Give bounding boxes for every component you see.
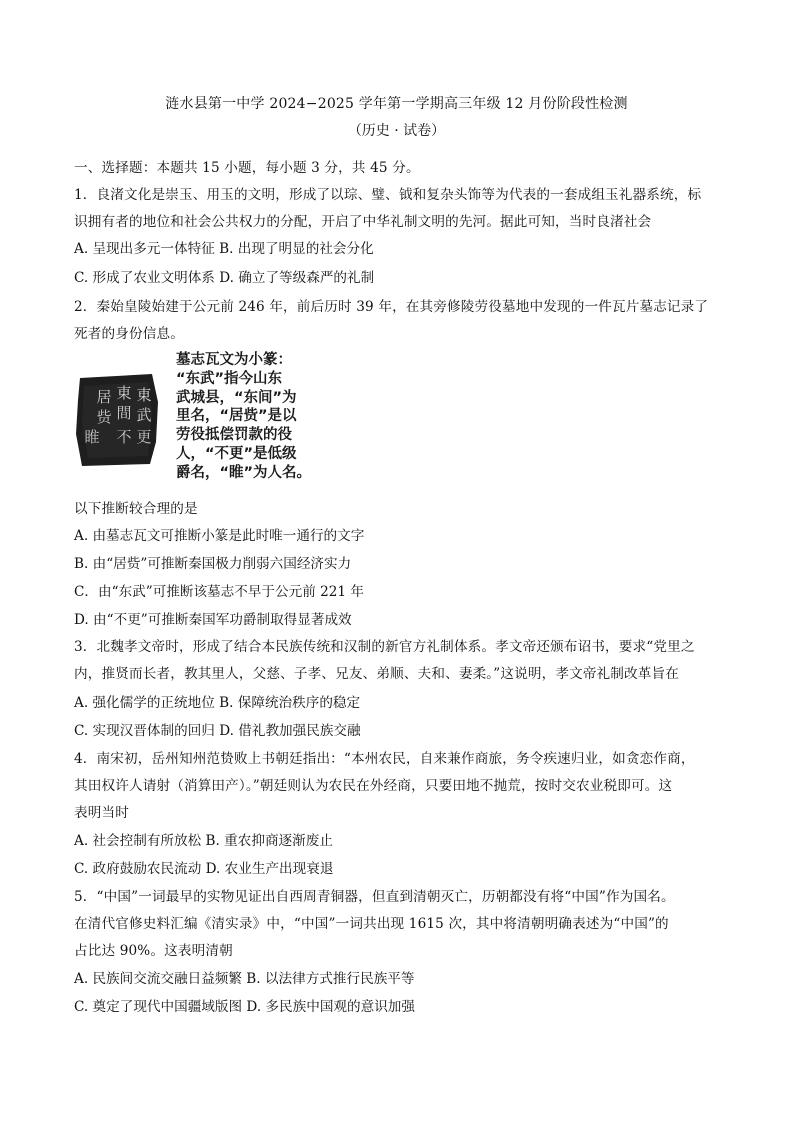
q1-options-ab: A. 呈现出多元一体特征 B. 出现了明显的社会分化 xyxy=(74,241,374,257)
q2-prompt: 以下推断较合理的是 xyxy=(74,501,198,517)
q2-option-d: D. 由“不更”可推断秦国军功爵制取得显著成效 xyxy=(74,612,352,628)
q2-option-c: C．由“东武”可推断该墓志不早于公元前 221 年 xyxy=(74,584,364,600)
q1-stem-line-2: 识拥有者的地位和社会公共权力的分配，开启了中华礼制文明的先河。据此可知，当时良渚社会 xyxy=(74,214,652,230)
q5-stem-line-2: 在清代官修史料汇编《清实录》中，“中国”一词共出现 1615 次，其中将清朝明确表述为“中国”的 xyxy=(74,916,669,932)
inscription-glyph: 武 xyxy=(136,406,152,424)
q5-stem-line-1: 5．“中国”一词最早的实物见证出自西周青铜器，但直到清朝灭亡，历朝都没有将“中国”作为国名。 xyxy=(74,889,675,905)
q3-options-cd: C. 实现汉晋体制的回归 D. 借礼教加强民族交融 xyxy=(74,723,361,739)
section-heading: 一、选择题：本题共 15 小题，每小题 3 分，共 45 分。 xyxy=(74,160,420,176)
tile-inscription-image xyxy=(74,372,160,468)
caption-line: 里名，“居赀”是以 xyxy=(176,408,297,425)
q2-option-a: A. 由墓志瓦文可推断小篆是此时唯一通行的文字 xyxy=(74,528,365,544)
inscription-glyph: 間 xyxy=(116,404,132,422)
inscription-glyph: 睢 xyxy=(84,428,100,446)
exam-title: 涟水县第一中学 2024−2025 学年第一学期高三年级 12 月份阶段性检测 xyxy=(165,96,628,112)
inscription-glyph: 東 xyxy=(136,386,152,404)
inscription-glyph: 居 xyxy=(96,388,112,406)
inscription-glyph: 不 xyxy=(116,428,132,446)
caption-line: 墓志瓦文为小篆： xyxy=(176,352,292,368)
q3-stem-line-2: 内，推贤而长者，教其里人，父慈、子孝、兄友、弟顺、夫和、妻柔。”这说明，孝文帝礼制改革旨在 xyxy=(74,666,680,682)
exam-subtitle: （历史 · 试卷） xyxy=(347,123,446,139)
caption-line: 武城县，“东间”为 xyxy=(176,389,297,406)
q5-options-cd: C. 奠定了现代中国疆域版图 D. 多民族中国观的意识加强 xyxy=(74,999,415,1015)
inscription-glyph: 東 xyxy=(116,384,132,402)
q1-stem-line-1: 1．良渚文化是崇玉、用玉的文明，形成了以琮、璧、钺和复杂头饰等为代表的一套成组玉礼器系统，标 xyxy=(74,187,702,203)
inscription-glyph: 赀 xyxy=(96,408,112,426)
q4-options-cd: C. 政府鼓励农民流动 D. 农业生产出现衰退 xyxy=(74,861,334,877)
caption-line: “东武”指今山东 xyxy=(176,370,283,387)
caption-line: 劳役抵偿罚款的役 xyxy=(176,427,292,444)
q2-stem-line-2: 死者的身份信息。 xyxy=(74,326,184,342)
inscription-glyph: 更 xyxy=(136,428,152,446)
q2-option-b: B. 由“居赀”可推断秦国极力削弱六国经济实力 xyxy=(74,556,352,572)
q4-options-ab: A. 社会控制有所放松 B. 重农抑商逐渐废止 xyxy=(74,833,333,849)
q1-options-cd: C. 形成了农业文明体系 D. 确立了等级森严的礼制 xyxy=(74,270,375,286)
q4-stem-line-1: 4．南宋初，岳州知州范贽败上书朝廷指出：“本州农民，自来兼作商旅，务令疾速归业，如贪恋作商， xyxy=(74,751,695,767)
q4-stem-line-3: 表明当时 xyxy=(74,805,129,821)
q3-options-ab: A. 强化儒学的正统地位 B. 保障统治秩序的稳定 xyxy=(74,695,361,711)
q5-options-ab: A. 民族间交流交融日益频繁 B. 以法律方式推行民族平等 xyxy=(74,971,415,987)
q5-stem-line-3: 占比达 90%。这表明清朝 xyxy=(74,943,233,959)
caption-line: 人，“不更”是低级 xyxy=(176,445,297,462)
tile-caption xyxy=(176,351,326,483)
caption-line: 爵名，“睢”为人名。 xyxy=(176,464,312,481)
q4-stem-line-2: 其田权许人请射（消算田产）。”朝廷则认为农民在外经商，只要田地不抛荒，按时交农业税即可。这 xyxy=(74,778,673,794)
q3-stem-line-1: 3．北魏孝文帝时，形成了结合本民族传统和汉制的新官方礼制体系。孝文帝还颁布诏书，要求“党里之 xyxy=(74,639,695,655)
q2-stem-line-1: 2．秦始皇陵始建于公元前 246 年，前后历时 39 年，在其旁修陵劳役墓地中发现的一件瓦片墓志记录了 xyxy=(74,299,709,315)
